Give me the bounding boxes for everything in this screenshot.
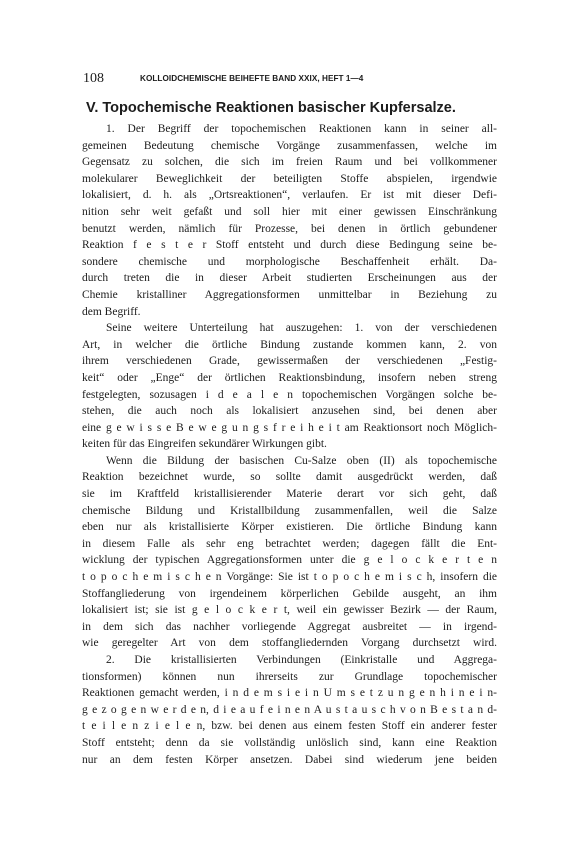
text-line: Stoffangliederung von irgendeinem körperlichen Gebilde ausgeht, an ihm	[82, 587, 497, 600]
section-title: V. Topochemische Reaktionen basischer Kupfersalze.	[86, 100, 456, 116]
running-head: KOLLOIDCHEMISCHE BEIHEFTE BAND XXIX, HEFT 1—4	[140, 74, 364, 83]
text-line: eben nur als kristallisierte Körper existieren. Die örtliche Bindung kann	[82, 521, 497, 534]
text-line: Stoff entsteht; denn da sie vollständig unlöslich sind, kann eine Reaktion	[82, 736, 497, 749]
text-line: nur an dem festen Körper ansetzen. Dabei sind wiederum jene beiden	[82, 753, 497, 766]
text-line: festgelegten, sozusagen i d e a l e n topochemischen Vorgängen solche be-	[82, 388, 497, 401]
text-line: g e z o g e n w e r d e n, d i e a u f e i n e n A u s t a u s c h v o n B e s t a n d-	[82, 703, 497, 716]
text-line: keiten für das Eingreifen sekundärer Wirkungen gibt.	[82, 438, 327, 451]
text-line: Wenn die Bildung der basischen Cu-Salze oben (II) als topochemische	[106, 454, 497, 467]
text-line: in dem sich das nachher vorliegende Aggregat ausbreitet — in irgend-	[82, 620, 497, 633]
page-number: 108	[83, 71, 104, 86]
text-line: sie im Kraftfeld kristallisierender Materie derart vor sich geht, daß	[82, 488, 497, 501]
text-line: Seine weitere Unterteilung hat auszugehen: 1. von der verschiedenen	[106, 322, 497, 335]
text-line: nition sehr weit gefaßt und soll hier mit einer gewissen Einschränkung	[82, 205, 497, 218]
body-text	[82, 121, 497, 768]
document-page	[82, 0, 497, 864]
text-line: Reaktion f e s t e r Stoff entsteht und durch diese Bedingung seine be-	[82, 239, 497, 252]
text-line: Reaktion bezeichnet wurde, so sollte damit ausgedrückt werden, daß	[82, 471, 497, 484]
text-line: lokalisiert, d. h. als „Ortsreaktionen“, verlaufen. Er ist mit dieser Defi-	[82, 189, 497, 202]
text-line: stehen, die auch noch als lokalisiert anzusehen sind, bei denen aber	[82, 405, 497, 418]
text-line: keit“ oder „Enge“ der örtlichen Reaktionsbindung, insofern neben streng	[82, 371, 497, 384]
text-line: wicklung der typischen Aggregationsformen unter die g e l o c k e r t e n	[82, 554, 497, 567]
text-line: molekularer Beweglichkeit der beteiligten Stoffe abspielen, irgendwie	[82, 172, 497, 185]
text-line: Reaktionen gemacht werden, i n d e m s i e i n U m s e t z u n g e n h i n e i n-	[82, 687, 497, 700]
text-line: eine g e w i s s e B e w e g u n g s f r e i h e i t am Reaktionsort noch Möglich-	[82, 421, 497, 434]
text-line: ihrem verschiedenen Grade, gewissermaßen der verschiedenen „Festig-	[82, 355, 497, 368]
text-line: durch treten die in dieser Arbeit studierten Erscheinungen aus der	[82, 272, 497, 285]
text-line: dem Begriff.	[82, 305, 141, 318]
text-line: gemeinen Bedeutung chemische Vorgänge zusammenfassen, welche im	[82, 139, 497, 152]
text-line: chemische Bildung und Kristallbildung zusammenfallen, weil die Salze	[82, 504, 497, 517]
text-line: t e i l e n z i e l e n, bzw. bei denen aus einem festen Stoff ein anderer fester	[82, 720, 497, 733]
text-line: benutzt werden, nämlich für Prozesse, bei denen in örtlich gebundener	[82, 222, 497, 235]
text-line: in diesem Falle als sehr eng betrachtet werden; dagegen fällt die Ent-	[82, 537, 497, 550]
text-line: sondere chemische und morphologische Beschaffenheit erhält. Da-	[82, 255, 497, 268]
text-line: t o p o c h e m i s c h e n Vorgänge: Sie ist t o p o c h e m i s c h, insofern die	[82, 571, 497, 584]
text-line: Art, in welcher die örtliche Bindung zustande kommen kann, 2. von	[82, 338, 497, 351]
text-line: wie geregelter Art von dem stoffangliedernden Vorgang durchsetzt wird.	[82, 637, 497, 650]
text-line: tionsformen) können nun ihrerseits zur Grundlage topochemischer	[82, 670, 497, 683]
text-line: 1. Der Begriff der topochemischen Reaktionen kann in seiner all-	[106, 123, 497, 135]
text-line: Gegensatz zu solchen, die sich im freien Raum und bei vollkommener	[82, 156, 497, 169]
text-line: Chemie kristalliner Aggregationsformen unmittelbar in Beziehung zu	[82, 288, 497, 301]
page-header	[82, 70, 497, 88]
text-line: lokalisiert ist; sie ist g e l o c k e r t, weil ein gewisser Bezirk — der Raum,	[82, 604, 497, 617]
text-line: 2. Die kristallisierten Verbindungen (Einkristalle und Aggrega-	[106, 654, 497, 666]
